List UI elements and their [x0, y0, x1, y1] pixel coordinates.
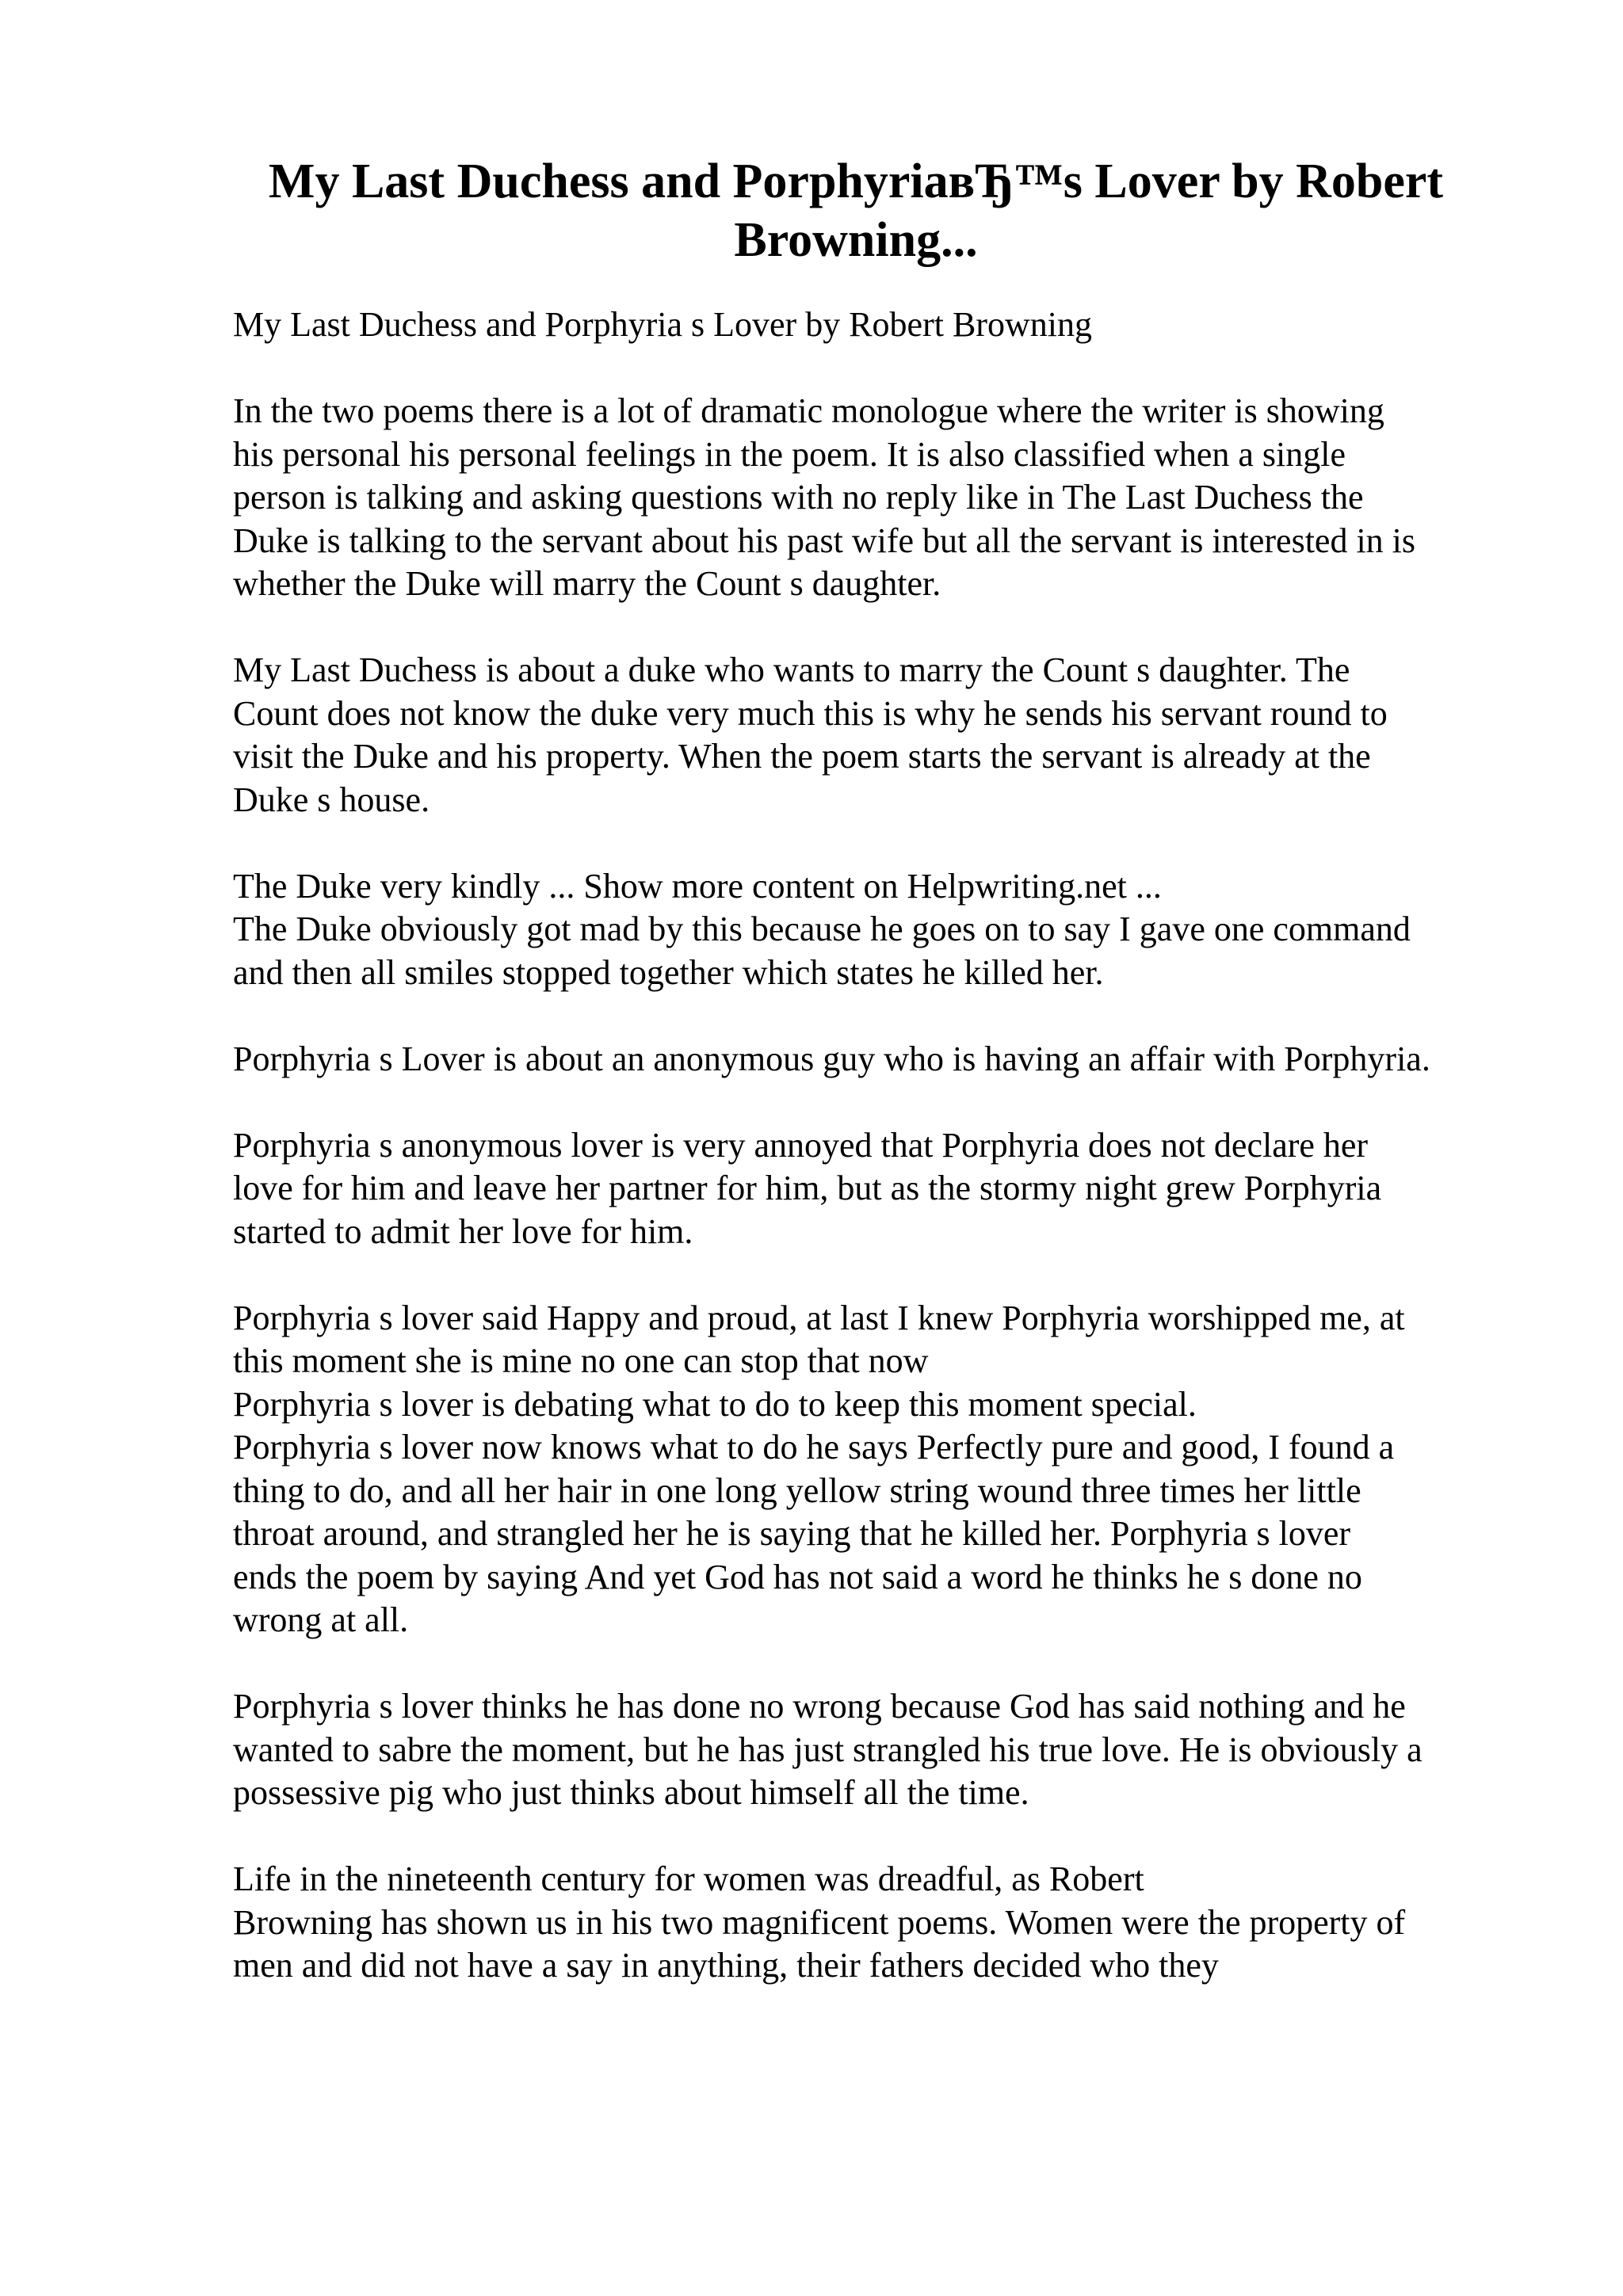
text-line: men and did not have a say in anything, their fathers decided who they	[233, 1946, 1219, 1985]
text-line: ends the poem by saying And yet God has not said a word he thinks he s done no	[233, 1557, 1362, 1596]
paragraph	[233, 1038, 1517, 1081]
paragraph	[233, 865, 1517, 995]
text-line: Duke is talking to the servant about his past wife but all the servant is interested in is	[233, 521, 1416, 560]
paragraph	[233, 1685, 1517, 1815]
text-line: Porphyria s lover now knows what to do he says Perfectly pure and good, I found a	[233, 1428, 1395, 1466]
paragraph	[233, 1124, 1517, 1254]
text-line: throat around, and strangled her he is saying that he killed her. Porphyria s lover	[233, 1514, 1351, 1553]
text-line: Duke s house.	[233, 780, 430, 819]
essay-body	[233, 303, 1517, 2031]
text-line: visit the Duke and his property. When the poem starts the servant is already at the	[233, 737, 1371, 776]
text-line: My Last Duchess and Porphyria s Lover by Robert Browning	[233, 305, 1092, 344]
paragraph	[233, 303, 1517, 347]
text-line: The Duke obviously got mad by this because he goes on to say I gave one command	[233, 910, 1411, 948]
text-line: whether the Duke will marry the Count s daughter.	[233, 564, 941, 603]
paragraph	[233, 390, 1517, 606]
text-line: Porphyria s Lover is about an anonymous guy who is having an affair with Porphyria.	[233, 1039, 1430, 1078]
text-line: Porphyria s lover thinks he has done no wrong because God has said nothing and he	[233, 1687, 1406, 1726]
text-line: thing to do, and all her hair in one long yellow string wound three times her little	[233, 1470, 1361, 1510]
text-line: person is talking and asking questions with no reply like in The Last Duchess the	[233, 478, 1364, 517]
page-title	[262, 152, 1450, 269]
text-line: In the two poems there is a lot of dramatic monologue where the writer is showing	[233, 391, 1384, 430]
text-line: and then all smiles stopped together which states he killed her.	[233, 952, 1104, 992]
text-line: Life in the nineteenth century for women was dreadful, as Robert	[233, 1859, 1144, 1898]
title-line: Browning...	[734, 213, 978, 267]
text-line: love for him and leave her partner for him, but as the stormy night grew Porphyria	[233, 1169, 1382, 1207]
text-line: Porphyria s lover said Happy and proud, at last I knew Porphyria worshipped me, at	[233, 1298, 1405, 1337]
text-line: Count does not know the duke very much this is why he sends his servant round to	[233, 693, 1388, 733]
title-line: My Last Duchess and PorphyriaвЂ™s Lover by Robert	[268, 154, 1444, 208]
text-line: The Duke very kindly ... Show more content on Helpwriting.net ...	[233, 866, 1162, 906]
text-line: wrong at all.	[233, 1600, 409, 1639]
paragraph	[233, 1858, 1517, 1988]
text-line: Porphyria s anonymous lover is very annoyed that Porphyria does not declare her	[233, 1125, 1369, 1165]
text-line: started to admit her love for him.	[233, 1211, 693, 1251]
text-line: wanted to sabre the moment, but he has just strangled his true love. He is obviously a	[233, 1730, 1423, 1769]
text-line: Porphyria s lover is debating what to do to keep this moment special.	[233, 1384, 1197, 1424]
paragraph	[233, 649, 1517, 822]
text-line: this moment she is mine no one can stop that now	[233, 1341, 929, 1380]
text-line: possessive pig who just thinks about himself all the time.	[233, 1773, 1029, 1812]
paragraph	[233, 1297, 1517, 1642]
text-line: his personal his personal feelings in the poem. It is also classified when a single	[233, 434, 1346, 474]
text-line: Browning has shown us in his two magnificent poems. Women were the property of	[233, 1902, 1406, 1942]
text-line: My Last Duchess is about a duke who wants to marry the Count s daughter. The	[233, 650, 1350, 689]
